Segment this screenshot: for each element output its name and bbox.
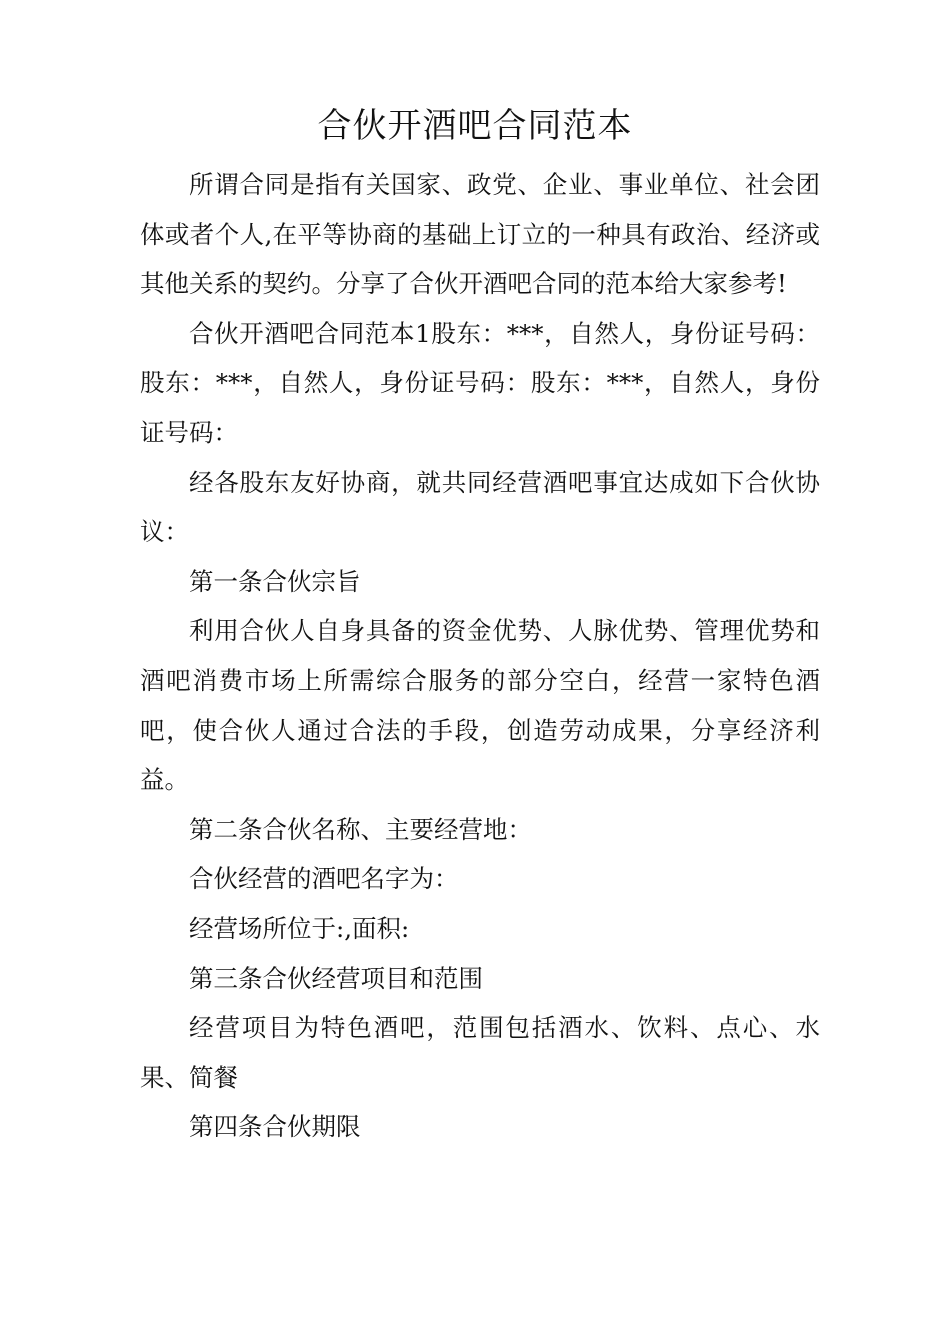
paragraph-shareholders: 合伙开酒吧合同范本1股东：***，自然人，身份证号码：股东：***，自然人，身份证号码：股东：***，自然人，身份证号码： xyxy=(140,318,820,447)
paragraph-agreement: 经各股东友好协商，就共同经营酒吧事宜达成如下合伙协议： xyxy=(140,467,820,547)
article-heading-4: 第四条合伙期限 xyxy=(189,1112,361,1142)
paragraph-scope: 经营项目为特色酒吧，范围包括酒水、饮料、点心、水果、简餐 xyxy=(140,1013,820,1092)
article-heading-3: 第三条合伙经营项目和范围 xyxy=(189,963,483,993)
paragraph-location: 经营场所位于:,面积: xyxy=(189,913,410,943)
article-heading-2: 第二条合伙名称、主要经营地： xyxy=(189,814,532,844)
paragraph-bar-name: 合伙经营的酒吧名字为： xyxy=(189,864,459,894)
document-title: 合伙开酒吧合同范本 xyxy=(317,106,633,146)
paragraph-purpose: 利用合伙人自身具备的资金优势、人脉优势、管理优势和酒吧消费市场上所需综合服务的部分空白，经营一家特色酒吧，使合伙人通过合法的手段，创造劳动成果，分享经济利益。 xyxy=(140,616,820,795)
paragraph-intro: 所谓合同是指有关国家、政党、企业、事业单位、社会团体或者个人,在平等协商的基础上订立的一种具有政治、经济或其他关系的契约。分享了合伙开酒吧合同的范本给大家参考! xyxy=(140,170,820,299)
document-body xyxy=(140,160,820,1152)
article-heading-1: 第一条合伙宗旨 xyxy=(189,566,361,596)
